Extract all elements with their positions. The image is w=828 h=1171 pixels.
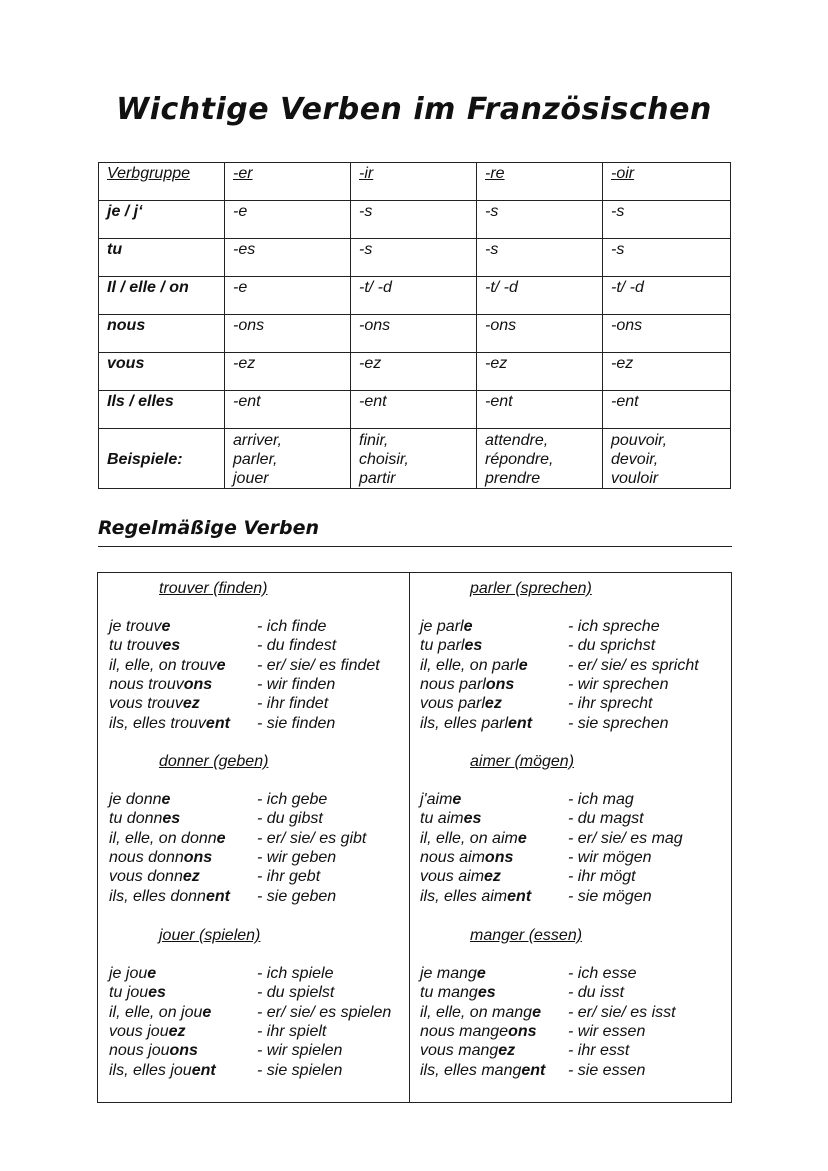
header-cell: -oir [603, 163, 731, 201]
table-cell: -ons [225, 315, 351, 353]
verb-ending: e [518, 656, 528, 674]
verb-stem: vous mang [420, 1042, 499, 1060]
row-label: je / j‘ [99, 201, 225, 239]
conjugation-french [420, 1004, 541, 1022]
conjugation-german: - sie essen [568, 1061, 646, 1079]
conjugation-german: - er/ sie/ es findet [257, 656, 380, 674]
table-cell: -ent [477, 391, 603, 429]
conjugation-german: - sie geben [257, 887, 337, 905]
verb-stem: il, elle, on donn [109, 829, 217, 847]
verb-stem: tu trouv [109, 637, 163, 655]
conjugation-german: - sie mögen [568, 887, 652, 905]
conjugation-french [109, 1042, 198, 1060]
verb-ending: ons [508, 1022, 537, 1040]
verb-ending: e [452, 791, 462, 808]
conjugation-german: - ihr sprecht [568, 695, 653, 713]
verb-stem: ils, elles parl [420, 714, 509, 732]
endings-table [98, 162, 731, 489]
conjugation-german: - du sprichst [568, 637, 656, 655]
verb-stem: nous donn [109, 848, 184, 866]
conjugation-french [109, 657, 226, 675]
table-cell: -e [225, 201, 351, 239]
table-row [99, 277, 731, 315]
verb-ending: es [162, 810, 181, 828]
table-cell: -s [603, 201, 731, 239]
conjugation-french [109, 1004, 211, 1022]
row-label: tu [99, 239, 225, 277]
verb-ending: e [161, 791, 171, 808]
verb-ending: ons [484, 848, 514, 866]
conjugation-french [420, 888, 531, 906]
verb-stem: nous trouv [109, 675, 184, 693]
conjugation-german: - ich spiele [257, 965, 334, 982]
verb-stem: ils, elles aim [420, 887, 508, 905]
verb-ending: ez [182, 695, 200, 713]
table-cell: -ez [603, 353, 731, 391]
conjugation-german: - er/ sie/ es spielen [257, 1003, 392, 1021]
table-cell: -s [603, 239, 731, 277]
conjugation-german: - wir mögen [568, 848, 652, 866]
conjugation-german: - ich gebe [257, 791, 328, 808]
row-label: Il / elle / on [99, 277, 225, 315]
table-cell: -ent [225, 391, 351, 429]
conjugation-french [420, 830, 527, 848]
verb-ending: e [216, 656, 226, 674]
conjugation-german: - ihr findet [257, 695, 329, 713]
conjugation-french [420, 715, 532, 733]
verb-stem: vous trouv [109, 695, 183, 713]
examples-cell: pouvoir, devoir, vouloir [603, 429, 731, 489]
table-cell: -es [225, 239, 351, 277]
row-label: vous [99, 353, 225, 391]
verb-stem: tu parl [420, 637, 465, 655]
verb-stem: il, elle, on trouv [109, 656, 217, 674]
conjugation-german: - du findest [257, 637, 337, 655]
table-cell: -ent [351, 391, 477, 429]
verb-stem: il, elle, on mang [420, 1003, 533, 1021]
table-cell: -s [351, 201, 477, 239]
conjugation-german: - sie sprechen [568, 714, 669, 732]
conjugation-german: - wir spielen [257, 1042, 343, 1060]
conjugation-french [109, 830, 226, 848]
conjugation-german: - er/ sie/ es mag [568, 829, 683, 847]
row-label: Ils / elles [99, 391, 225, 429]
verb-title: manger (essen) [470, 927, 583, 944]
table-cell: -ons [603, 315, 731, 353]
verb-ending: ez [484, 695, 502, 713]
conjugation-french [109, 695, 200, 713]
table-cell: -ons [351, 315, 477, 353]
verb-stem: nous mange [420, 1022, 509, 1040]
table-cell: -s [477, 201, 603, 239]
verb-ending: e [463, 618, 473, 635]
verb-ending: ent [205, 714, 230, 732]
verb-title: parler (sprechen) [470, 580, 592, 597]
conjugation-german: - sie finden [257, 714, 336, 732]
row-label: Beispiele: [99, 429, 225, 489]
conjugation-french [420, 1042, 515, 1060]
examples-row [99, 429, 731, 489]
verb-stem: vous aim [420, 868, 485, 886]
verb-title: jouer (spielen) [159, 927, 261, 944]
verb-ending: ez [498, 1042, 516, 1060]
conjugation-french [109, 888, 230, 906]
verb-ending: es [148, 984, 166, 1002]
verb-ending: ons [183, 675, 213, 693]
conjugation-german: - wir sprechen [568, 675, 669, 693]
conjugation-french [420, 1062, 545, 1080]
table-row [99, 201, 731, 239]
table-row [99, 315, 731, 353]
conjugation-french [420, 810, 481, 828]
conjugation-french [420, 676, 514, 694]
examples-cell: arriver, parler, jouer [225, 429, 351, 489]
table-cell: -t/ -d [477, 277, 603, 315]
verb-stem: ils, elles mang [420, 1061, 522, 1079]
table-cell: -e [225, 277, 351, 315]
header-cell: -re [477, 163, 603, 201]
verb-stem: je mang [420, 965, 477, 982]
examples-cell: finir, choisir, partir [351, 429, 477, 489]
header-cell: -ir [351, 163, 477, 201]
verb-stem: tu donn [109, 810, 163, 828]
conjugation-german: - du spielst [257, 984, 335, 1002]
divider [98, 546, 732, 547]
conjugation-german: - ich finde [257, 618, 327, 635]
conjugation-french [420, 984, 496, 1002]
table-row [99, 353, 731, 391]
verb-ending: ent [191, 1061, 216, 1079]
verb-ending: ons [183, 848, 213, 866]
conjugation-french [420, 618, 472, 636]
conjugation-german: - er/ sie/ es gibt [257, 829, 367, 847]
conjugation-french [109, 810, 180, 828]
row-label: nous [99, 315, 225, 353]
conjugation-german: - ihr spielt [257, 1022, 327, 1040]
verb-ending: ent [508, 714, 533, 732]
column-divider [409, 573, 410, 1102]
table-cell: -ez [477, 353, 603, 391]
verb-ending: es [162, 637, 181, 655]
verb-stem: nous parl [420, 675, 486, 693]
table-cell: -ez [351, 353, 477, 391]
conjugation-german: - er/ sie/ es isst [568, 1003, 676, 1021]
table-cell: -s [351, 239, 477, 277]
table-row [99, 239, 731, 277]
table-header-row [99, 163, 731, 201]
conjugation-french [109, 676, 212, 694]
verb-stem: vous jou [109, 1022, 169, 1040]
verb-ending: e [476, 965, 486, 982]
verb-ending: ez [168, 1022, 186, 1040]
conjugation-french [109, 618, 170, 636]
verb-stem: tu mang [420, 984, 478, 1002]
conjugation-french [420, 868, 501, 886]
verb-ending: e [202, 1003, 212, 1021]
verb-ending: ons [169, 1042, 198, 1060]
verb-stem: je parl [420, 618, 464, 635]
table-cell: -ons [477, 315, 603, 353]
section-heading: Regelmäßige Verben [98, 517, 320, 539]
conjugation-german: - ich spreche [568, 618, 660, 635]
conjugation-german: - ihr esst [568, 1042, 630, 1060]
conjugation-french [109, 637, 180, 655]
verb-stem: ils, elles trouv [109, 714, 206, 732]
verb-stem: vous donn [109, 868, 183, 886]
verb-title: donner (geben) [159, 753, 269, 770]
verb-stem: il, elle, on jou [109, 1003, 203, 1021]
verb-conjugation-box [97, 572, 732, 1103]
verb-stem: tu jou [109, 984, 149, 1002]
verb-stem: nous jou [109, 1042, 170, 1060]
examples-cell: attendre, répondre, prendre [477, 429, 603, 489]
table-cell: -ez [225, 353, 351, 391]
verb-stem: il, elle, on aim [420, 829, 518, 847]
verb-stem: tu aim [420, 810, 464, 828]
conjugation-french [109, 791, 170, 809]
verb-ending: ent [521, 1061, 546, 1079]
conjugation-french [420, 657, 528, 675]
conjugation-german: - wir geben [257, 848, 337, 866]
verb-ending: es [464, 637, 483, 655]
verb-ending: ent [205, 887, 230, 905]
conjugation-french [109, 849, 212, 867]
verb-ending: e [517, 829, 527, 847]
conjugation-french [420, 637, 482, 655]
table-cell: -ent [603, 391, 731, 429]
verb-ending: e [161, 618, 171, 635]
verb-stem: j'aim [420, 791, 453, 808]
verb-stem: ils, elles jou [109, 1061, 192, 1079]
conjugation-french [109, 715, 230, 733]
table-cell: -t/ -d [603, 277, 731, 315]
conjugation-german: - er/ sie/ es spricht [568, 656, 699, 674]
verb-title: trouver (finden) [159, 580, 268, 597]
verb-stem: je donn [109, 791, 162, 808]
verb-ending: e [147, 965, 157, 982]
conjugation-french [109, 1062, 216, 1080]
table-cell: -s [477, 239, 603, 277]
conjugation-french [109, 868, 200, 886]
verb-stem: ils, elles donn [109, 887, 206, 905]
conjugation-french [420, 1023, 537, 1041]
conjugation-french [109, 984, 166, 1002]
verb-stem: je jou [109, 965, 148, 982]
conjugation-german: - du gibst [257, 810, 323, 828]
verb-ending: ez [484, 868, 501, 886]
verb-ending: e [216, 829, 226, 847]
verb-ending: e [532, 1003, 541, 1021]
verb-ending: ez [182, 868, 200, 886]
conjugation-german: - ich mag [568, 791, 634, 808]
table-row [99, 391, 731, 429]
conjugation-french [420, 791, 461, 809]
conjugation-german: - ihr gebt [257, 868, 321, 886]
verb-stem: vous parl [420, 695, 485, 713]
verb-stem: nous aim [420, 848, 485, 866]
conjugation-german: - wir essen [568, 1022, 646, 1040]
conjugation-german: - wir finden [257, 675, 336, 693]
header-cell: Verbgruppe [99, 163, 225, 201]
verb-ending: es [463, 810, 482, 828]
verb-title: aimer (mögen) [470, 753, 575, 770]
conjugation-french [420, 695, 502, 713]
table-cell: -t/ -d [351, 277, 477, 315]
page-title: Wichtige Verben im Französischen [116, 92, 712, 127]
conjugation-german: - du isst [568, 984, 625, 1002]
verb-ending: es [477, 984, 496, 1002]
conjugation-french [420, 849, 513, 867]
verb-stem: il, elle, on parl [420, 656, 519, 674]
conjugation-german: - ihr mögt [568, 868, 636, 886]
conjugation-french [109, 965, 156, 983]
conjugation-german: - ich esse [568, 965, 637, 982]
header-cell: -er [225, 163, 351, 201]
conjugation-french [109, 1023, 186, 1041]
conjugation-german: - du magst [568, 810, 644, 828]
conjugation-french [420, 965, 486, 983]
verb-stem: je trouv [109, 618, 162, 635]
verb-ending: ent [507, 887, 532, 905]
conjugation-german: - sie spielen [257, 1061, 343, 1079]
verb-ending: ons [485, 675, 515, 693]
